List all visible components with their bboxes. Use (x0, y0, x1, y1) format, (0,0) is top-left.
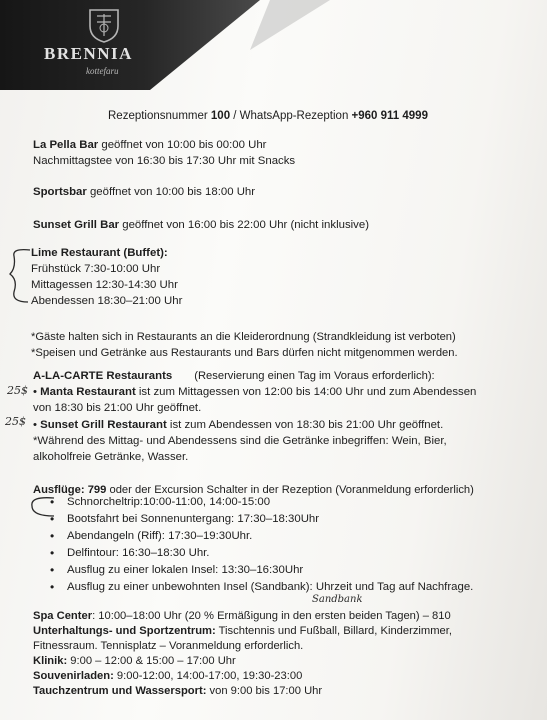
logo-tagline: kottefaru (86, 66, 119, 76)
bullet-icon: • (50, 546, 55, 560)
excursion-item: Schnorcheltrip:10:00-11:00, 14:00-15:00 (67, 496, 271, 508)
spa-center-line: Spa Center: 10:00–18:00 Uhr (20 % Ermäßigung in den ersten beiden Tagen) – 810 (33, 610, 451, 622)
la-pella-bar-name: La Pella Bar (33, 139, 99, 151)
sunset-grill-bar-name: Sunset Grill Bar (33, 219, 120, 231)
whatsapp-number: +960 911 4999 (351, 110, 428, 122)
handwritten-mark-2: 25$ (5, 415, 26, 428)
souvenir-line: Souvenirladen: 9:00-12:00, 14:00-17:00, 19:30-23:00 (33, 670, 303, 682)
handwritten-sandbank: Sandbank (312, 594, 363, 605)
entertainment-line-2: Fitnessraum. Tennisplatz – Voranmeldung erforderlich. (33, 640, 304, 652)
clinic-line: Klinik: 9:00 – 12:00 & 15:00 – 17:00 Uhr (33, 655, 236, 667)
takeaway-note: *Speisen und Getränke aus Restaurants und Bars dürfen nicht mitgenommen werden. (31, 347, 458, 359)
reception-number: 100 (210, 110, 231, 122)
entertainment-line: Unterhaltungs- und Sportzentrum: Tischtennis und Fußball, Billard, Kinderzimmer, (33, 625, 452, 637)
reception-line (108, 109, 428, 123)
lime-dinner: Abendessen 18:30–21:00 Uhr (31, 295, 183, 307)
excursions-heading: Ausflüge: 799 oder der Excursion Schalter in der Rezeption (Voranmeldung erforderlich) (33, 484, 474, 496)
sportsbar-hours: Sportsbar geöffnet von 10:00 bis 18:00 Uhr (33, 186, 256, 198)
bullet-icon: • (50, 529, 55, 543)
bullet-icon: • (50, 580, 55, 594)
diving-name: Tauchzentrum und Wassersport: (33, 685, 207, 697)
handwritten-mark-1: 25$ (7, 384, 28, 397)
alacarte-title: A-LA-CARTE Restaurants (33, 370, 173, 382)
drinks-included-note-2: alkoholfreie Getränke, Wasser. (33, 451, 189, 463)
alacarte-heading (33, 369, 435, 383)
excursion-item: Abendangeln (Riff): 17:30–19:30Uhr. (67, 530, 253, 542)
logo-name: BRENNIA (44, 44, 133, 63)
diving-line: Tauchzentrum und Wassersport: von 9:00 bis 17:00 Uhr (33, 685, 323, 697)
sportsbar-name: Sportsbar (33, 186, 87, 198)
bullet-icon: • (50, 563, 55, 577)
souvenir-name: Souvenirladen: (33, 670, 114, 682)
dress-code-note: *Gäste halten sich in Restaurants an die Kleiderordnung (Strandkleidung ist verboten) (31, 331, 456, 343)
drinks-included-note: *Während des Mittag- und Abendessens sind die Getränke inbegriffen: Wein, Bier, (33, 435, 447, 447)
handwritten-bracket (4, 244, 34, 308)
bullet-icon: • (50, 495, 55, 509)
bullet-icon: • (50, 512, 55, 526)
manta-restaurant-line: • Manta Restaurant ist zum Mittagessen von 12:00 bis 14:00 Uhr und zum Abendessen (33, 386, 477, 398)
sunset-grill-bar-hours: Sunset Grill Bar geöffnet von 16:00 bis 22:00 Uhr (nicht inklusive) (33, 219, 369, 231)
entertainment-name: Unterhaltungs- und Sportzentrum: (33, 625, 216, 637)
lime-restaurant-title: Lime Restaurant (Buffet): (31, 247, 168, 259)
excursion-item: Bootsfahrt bei Sonnenuntergang: 17:30–18:30Uhr (67, 513, 320, 525)
spa-center-name: Spa Center (33, 610, 93, 622)
excursions-phone: 799 (84, 484, 107, 496)
alacarte-reservation-note: (Reservierung einen Tag im Voraus erforderlich): (194, 370, 435, 382)
la-pella-bar-hours: La Pella Bar geöffnet von 10:00 bis 00:00 Uhr (33, 139, 267, 151)
excursions-label: Ausflüge: (33, 484, 85, 496)
lime-lunch: Mittagessen 12:30-14:30 Uhr (31, 279, 178, 291)
manta-restaurant-line-2: von 18:30 bis 21:00 Uhr geöffnet. (33, 402, 202, 414)
lime-breakfast: Frühstück 7:30-10:00 Uhr (31, 263, 161, 275)
sunset-grill-restaurant-name: Sunset Grill Restaurant (40, 419, 167, 431)
excursion-item: Ausflug zu einer unbewohnten Insel (Sandbank): Uhrzeit und Tag auf Nachfrage. (67, 581, 474, 593)
reception-label: Rezeptionsnummer (108, 110, 211, 122)
excursion-item: Ausflug zu einer lokalen Insel: 13:30–16:30Uhr (67, 564, 304, 576)
excursion-item: Delfintour: 16:30–18:30 Uhr. (67, 547, 210, 559)
afternoon-tea: Nachmittagstee von 16:30 bis 17:30 Uhr mit Snacks (33, 155, 296, 167)
clinic-name: Klinik: (33, 655, 68, 667)
sunset-grill-restaurant-line: • Sunset Grill Restaurant ist zum Abendessen von 18:30 bis 21:00 Uhr geöffnet. (33, 419, 444, 431)
whatsapp-label: / WhatsApp-Rezeption (230, 110, 352, 122)
manta-restaurant-name: Manta Restaurant (40, 386, 136, 398)
